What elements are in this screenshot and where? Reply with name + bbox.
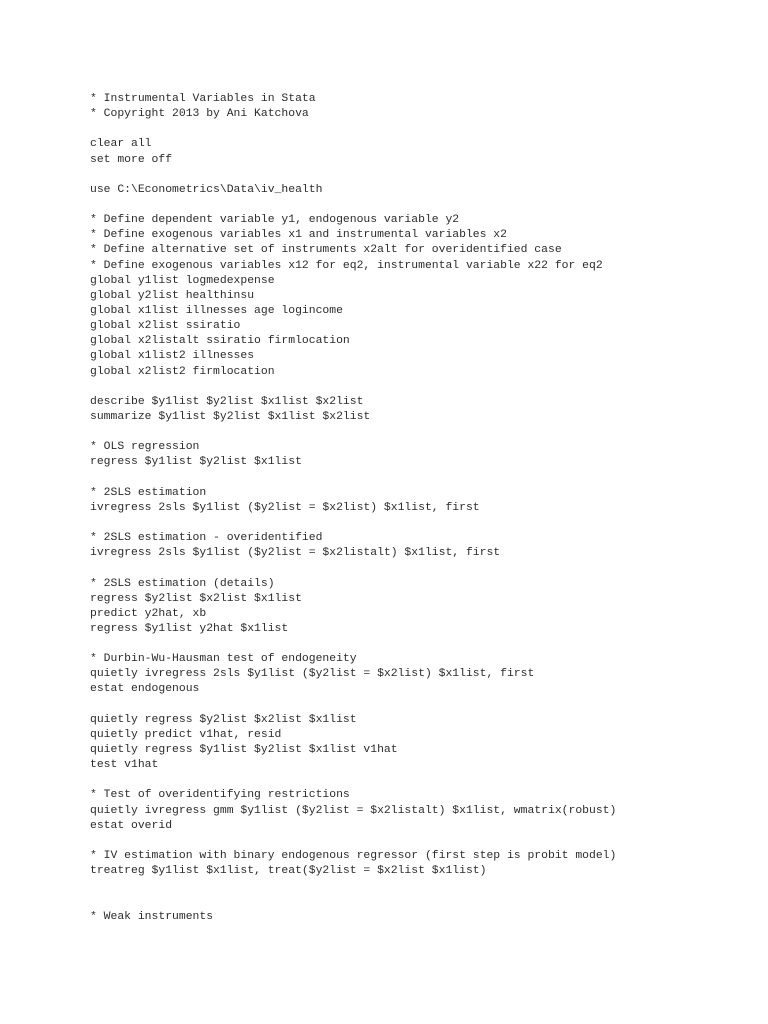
code-line: ivregress 2sls $y1list ($y2list = $x2listalt) $x1list, first [90, 547, 501, 560]
comment-line: * IV estimation with binary endogenous regressor (first step is probit model) [90, 850, 617, 863]
code-line: quietly predict v1hat, resid [90, 728, 282, 741]
blank-line [90, 198, 750, 213]
code-line: global y2list healthinsu [90, 289, 255, 302]
blank-line [90, 834, 750, 849]
blank-line [90, 122, 750, 137]
code-line: global x1list2 illnesses [90, 350, 255, 363]
blank-line [90, 516, 750, 531]
comment-line: * Define exogenous variables x12 for eq2, instrumental variable x22 for eq2 [90, 259, 603, 272]
code-line: quietly regress $y2list $x2list $x1list [90, 713, 357, 726]
code-line: quietly regress $y1list $y2list $x1list v1hat [90, 744, 398, 757]
code-line: predict y2hat, xb [90, 607, 207, 620]
comment-line: * 2SLS estimation - overidentified [90, 532, 323, 545]
code-line: describe $y1list $y2list $x1list $x2list [90, 395, 364, 408]
code-line: summarize $y1list $y2list $x1list $x2list [90, 410, 371, 423]
code-line: global x2listalt ssiratio firmlocation [90, 335, 350, 348]
blank-line [90, 773, 750, 788]
code-line: treatreg $y1list $x1list, treat($y2list = $x2list $x1list) [90, 865, 487, 878]
comment-line: * Define exogenous variables x1 and instrumental variables x2 [90, 229, 507, 242]
code-line: global x1list illnesses age logincome [90, 304, 343, 317]
comment-line: * Copyright 2013 by Ani Katchova [90, 108, 309, 121]
blank-line [90, 380, 750, 395]
comment-line: * OLS regression [90, 441, 200, 454]
blank-line [90, 425, 750, 440]
comment-line: * Instrumental Variables in Stata [90, 93, 316, 105]
comment-line: * Define dependent variable y1, endogenous variable y2 [90, 214, 460, 227]
blank-line [90, 637, 750, 652]
code-line: quietly ivregress 2sls $y1list ($y2list = $x2list) $x1list, first [90, 668, 535, 681]
blank-line [90, 471, 750, 486]
code-line: regress $y2list $x2list $x1list [90, 592, 302, 605]
code-line: estat overid [90, 819, 173, 832]
blank-line [90, 561, 750, 576]
comment-line: * Weak instruments [90, 910, 214, 923]
code-line: use C:\Econometrics\Data\iv_health [90, 183, 323, 196]
code-line: global y1list logmedexpense [90, 274, 275, 287]
blank-line [90, 894, 750, 909]
code-line: clear all [90, 138, 152, 151]
code-line: regress $y1list y2hat $x1list [90, 622, 289, 635]
comment-line: * 2SLS estimation [90, 486, 207, 499]
code-line: test v1hat [90, 759, 159, 772]
blank-line [90, 879, 750, 894]
code-line: ivregress 2sls $y1list ($y2list = $x2list) $x1list, first [90, 501, 480, 514]
code-line: set more off [90, 153, 173, 166]
blank-line [90, 168, 750, 183]
comment-line: * Durbin-Wu-Hausman test of endogeneity [90, 653, 357, 666]
blank-line [90, 698, 750, 713]
comment-line: * Test of overidentifying restrictions [90, 789, 350, 802]
code-line: regress $y1list $y2list $x1list [90, 456, 302, 469]
comment-line: * Define alternative set of instruments x2alt for overidentified case [90, 244, 562, 257]
code-line: global x2list2 firmlocation [90, 365, 275, 378]
stata-code-listing [90, 92, 750, 925]
code-line: estat endogenous [90, 683, 200, 696]
comment-line: * 2SLS estimation (details) [90, 577, 275, 590]
code-line: quietly ivregress gmm $y1list ($y2list = $x2listalt) $x1list, wmatrix(robust) [90, 804, 617, 817]
code-line: global x2list ssiratio [90, 320, 241, 333]
